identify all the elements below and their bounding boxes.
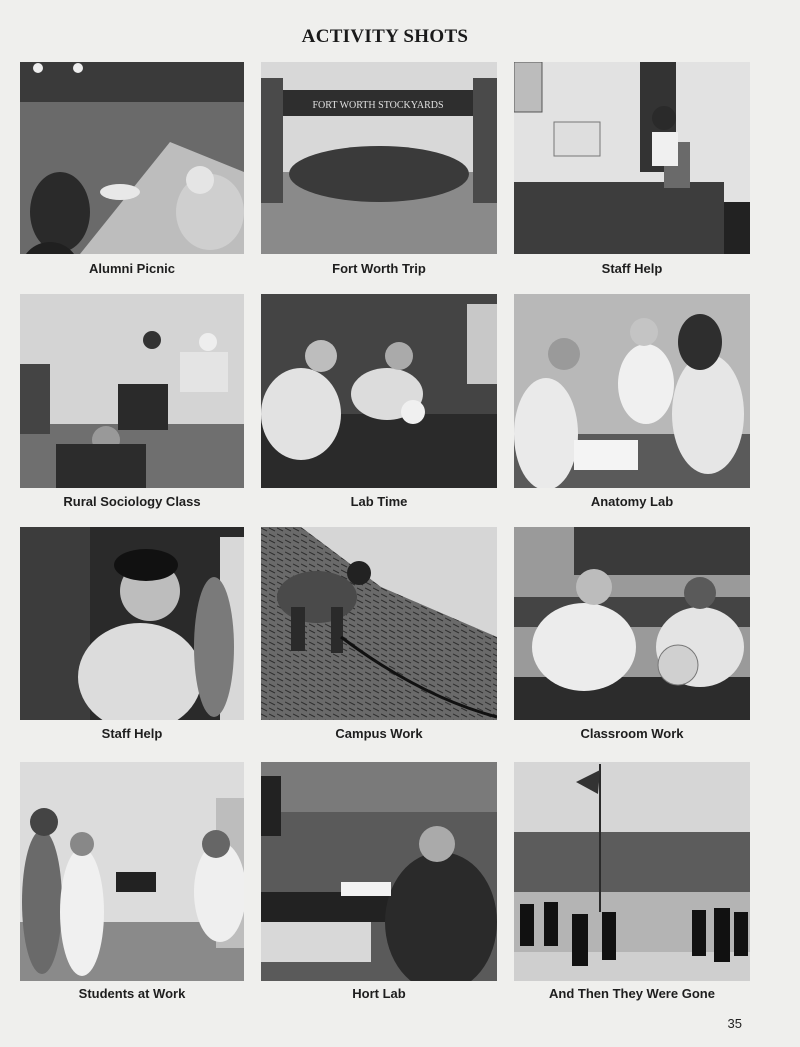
caption-anatomy-lab: Anatomy Lab: [590, 494, 674, 509]
caption-lab-time: Lab Time: [350, 494, 408, 509]
photo-anatomy-lab: [514, 294, 750, 488]
caption-staff-help-2: Staff Help: [101, 726, 163, 741]
page-title: ACTIVITY SHOTS: [301, 26, 469, 47]
photo-and-then-they-were-gone: [514, 762, 750, 981]
caption-fort-worth-trip: Fort Worth Trip: [332, 261, 426, 276]
caption-staff-help-1: Staff Help: [601, 261, 663, 276]
photo-classroom-work: [514, 527, 750, 720]
caption-and-then-they-were-gone: And Then They Were Gone: [549, 986, 715, 1001]
photo-lab-time: [261, 294, 497, 488]
photo-campus-work: [261, 527, 497, 720]
page-number: 35: [727, 1016, 742, 1031]
photo-staff-help-2: [20, 527, 244, 720]
photo-rural-sociology-class: [20, 294, 244, 488]
caption-students-at-work: Students at Work: [78, 986, 186, 1001]
photo-hort-lab: [261, 762, 497, 981]
caption-classroom-work: Classroom Work: [580, 726, 684, 741]
arch-sign-text: FORT WORTH STOCKYARDS: [312, 100, 444, 111]
photo-alumni-picnic: [20, 62, 244, 254]
photo-students-at-work: [20, 762, 244, 981]
photo-staff-help-1: [514, 62, 750, 254]
photo-fort-worth-trip: [261, 62, 497, 254]
caption-alumni-picnic: Alumni Picnic: [89, 261, 175, 276]
caption-rural-sociology-class: Rural Sociology Class: [63, 494, 201, 509]
caption-hort-lab: Hort Lab: [352, 986, 406, 1001]
caption-campus-work: Campus Work: [335, 726, 423, 741]
